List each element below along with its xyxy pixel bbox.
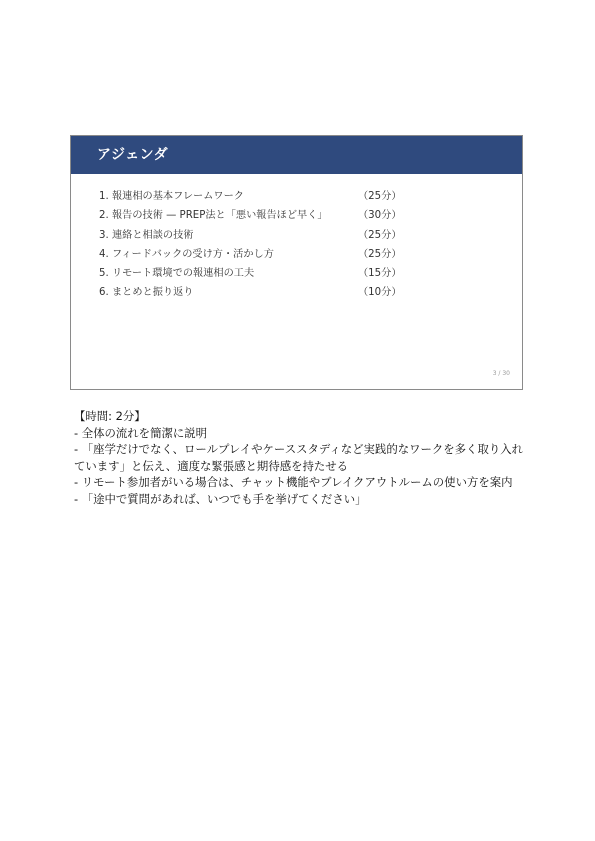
- page-number: 3 / 30: [492, 370, 510, 377]
- agenda-list: [99, 187, 459, 303]
- notes-heading: 【時間: 2分】: [74, 409, 146, 423]
- agenda-item-text: 3. 連絡と相談の技術: [99, 229, 194, 241]
- notes-line: - 全体の流れを簡潔に説明: [74, 425, 208, 440]
- agenda-item: [99, 226, 459, 245]
- slide-header: [71, 136, 522, 174]
- agenda-item-time: （25分）: [358, 248, 402, 260]
- agenda-item-time: （30分）: [358, 210, 402, 222]
- agenda-item-text: 2. 報告の技術 — PREP法と「悪い報告ほど早く」: [99, 210, 328, 222]
- notes-line: - リモート参加者がいる場合は、チャット機能やブレイクアウトルームの使い方を案内: [74, 475, 513, 490]
- agenda-item-text: 1. 報連相の基本フレームワーク: [99, 191, 244, 202]
- agenda-item-text: 6. まとめと振り返り: [99, 287, 194, 299]
- notes-line: - 「途中で質問があれば、いつでも手を挙げてください」: [74, 491, 367, 506]
- speaker-notes: [74, 408, 524, 508]
- slide: [70, 135, 523, 390]
- agenda-item: [99, 187, 459, 206]
- agenda-item: [99, 264, 459, 283]
- agenda-item-time: （10分）: [358, 287, 402, 299]
- slide-title: アジェンダ: [97, 147, 169, 163]
- agenda-item-time: （15分）: [358, 268, 402, 280]
- agenda-item-time: （25分）: [358, 229, 402, 241]
- agenda-item-time: （25分）: [358, 191, 402, 202]
- agenda-item-text: 4. フィードバックの受け方・活かし方: [99, 248, 274, 260]
- agenda-item: [99, 283, 459, 302]
- agenda-item-text: 5. リモート環境での報連相の工夫: [99, 268, 255, 280]
- notes-line: - 「座学だけでなく、ロールプレイやケーススタディなど実践的なワークを多く取り入れています」と伝え、適度な緊張感と期待感を持たせる: [74, 442, 524, 473]
- agenda-item: [99, 245, 459, 264]
- agenda-item: [99, 206, 459, 225]
